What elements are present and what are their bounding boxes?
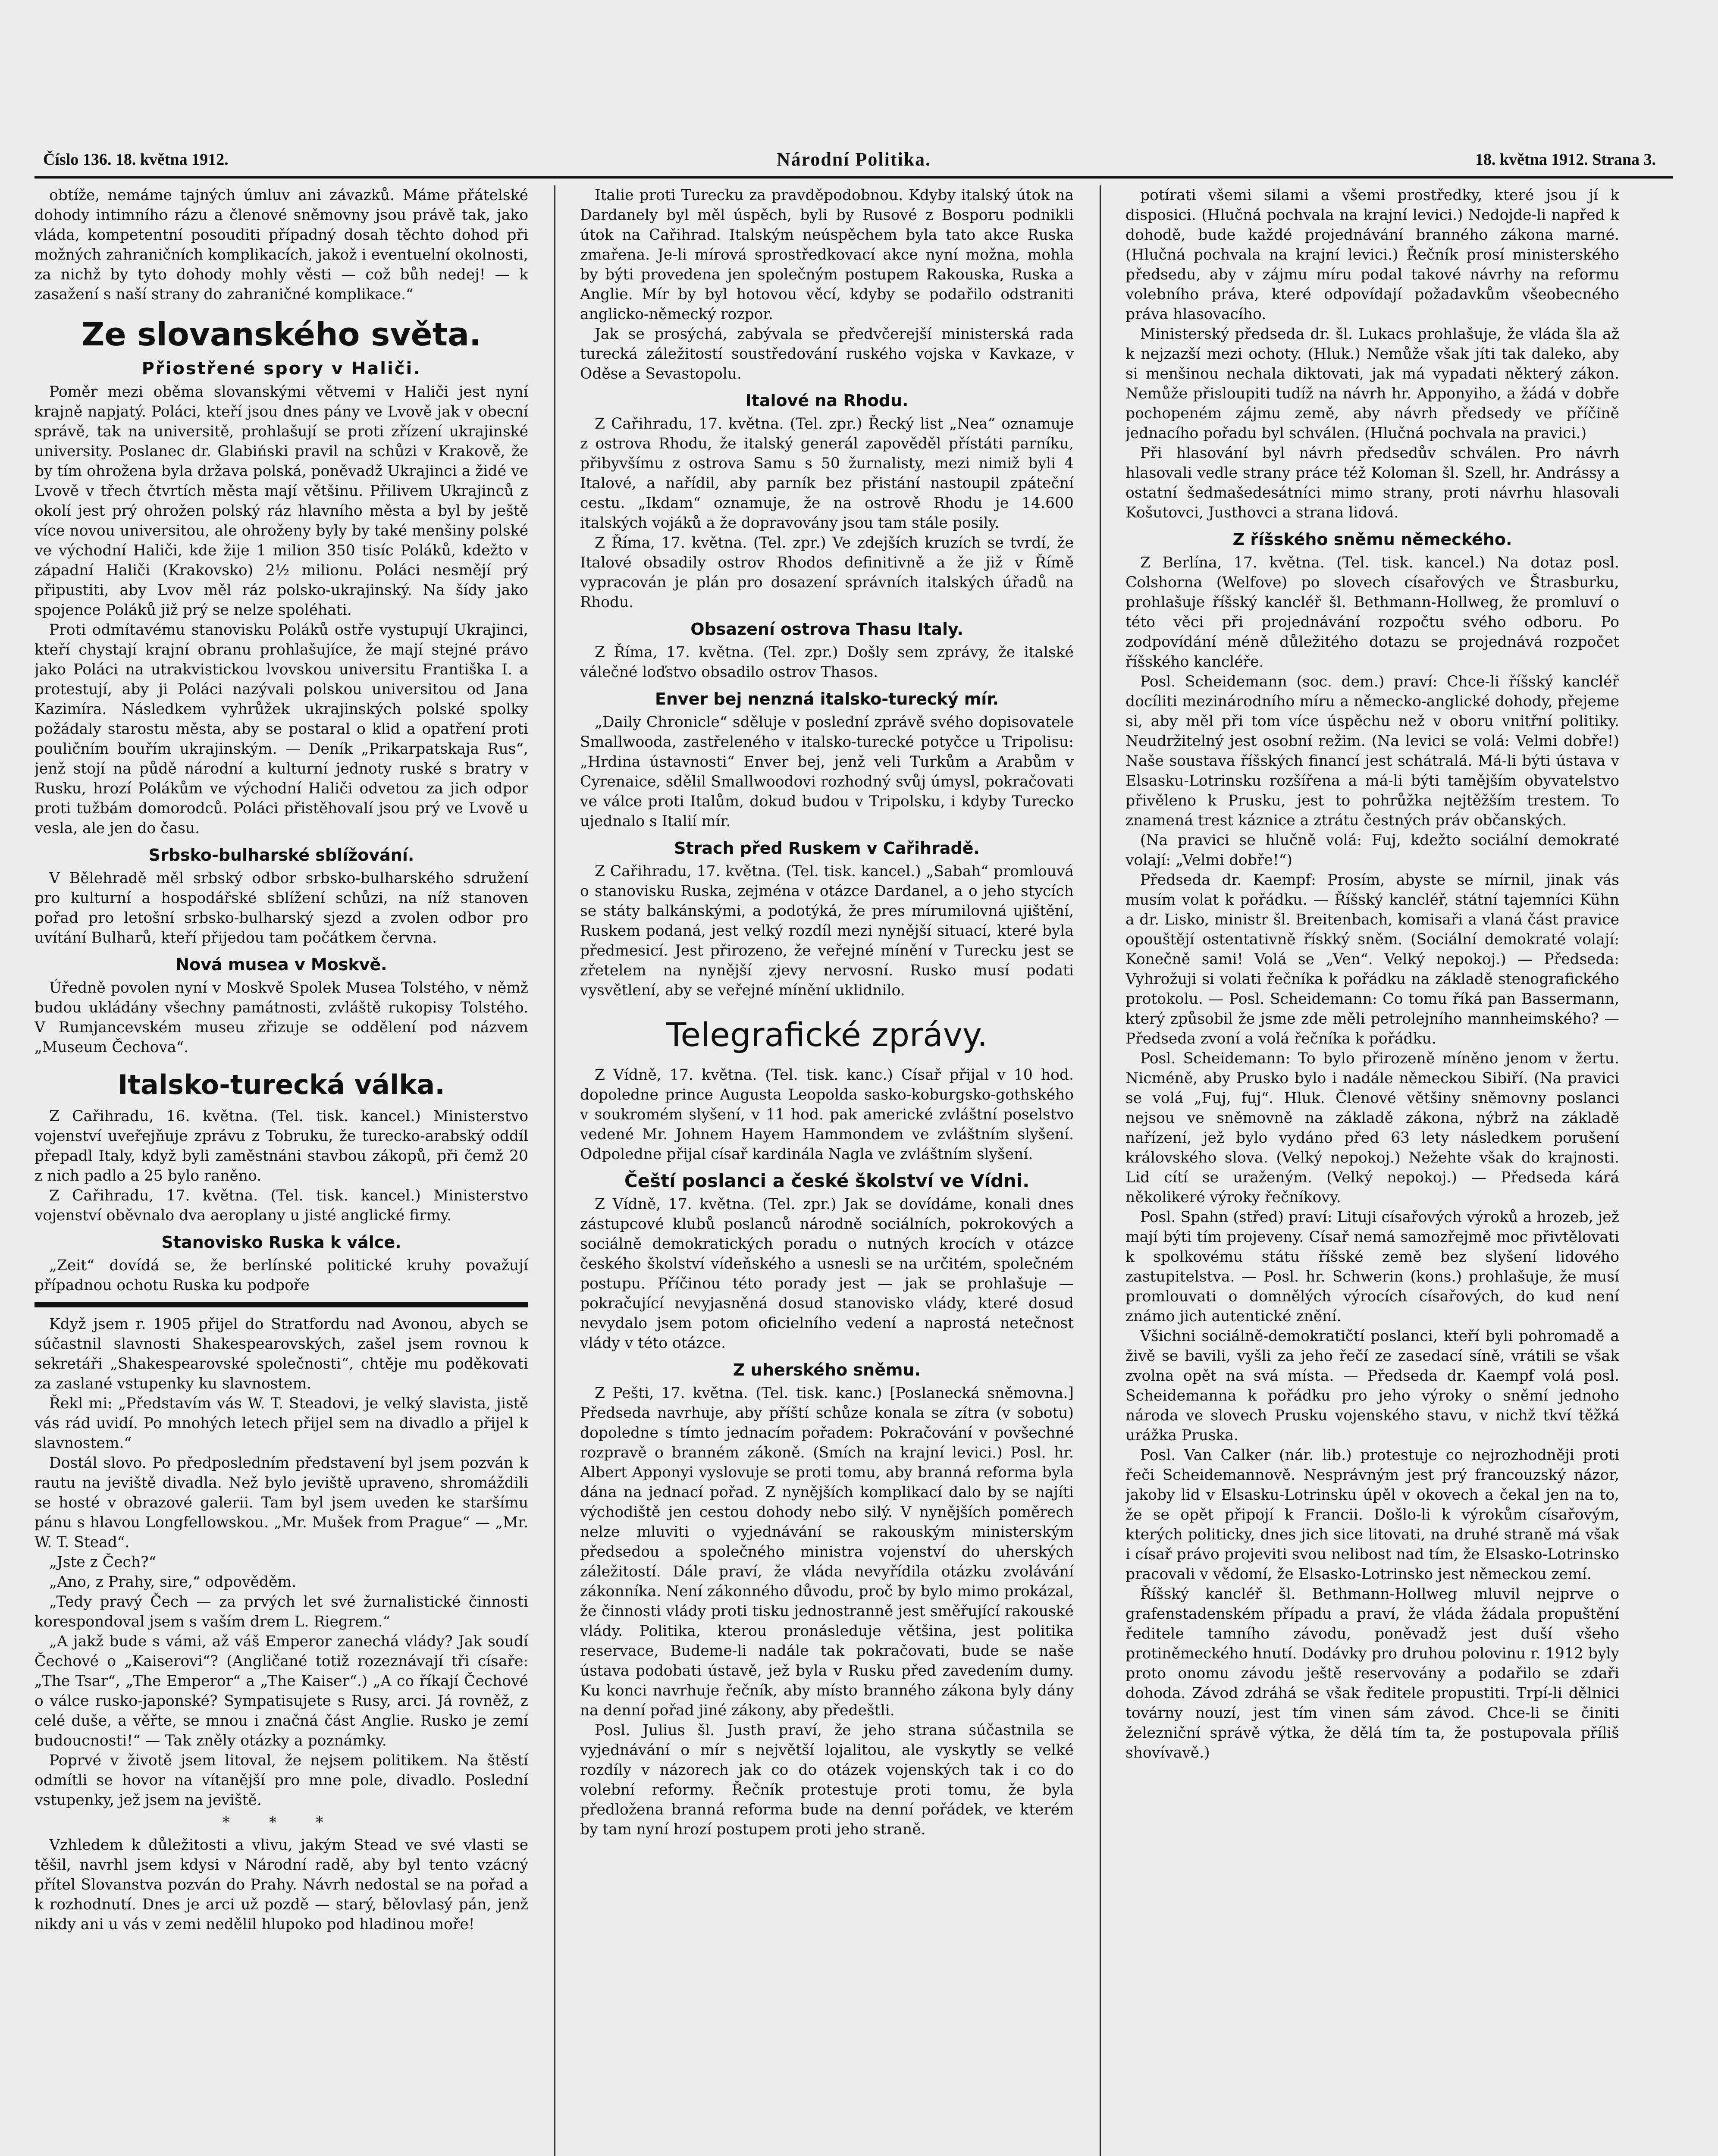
article-paragraph: Úředně povolen nyní v Moskvě Spolek Musea Tolstého, v němž budou ukládány všechny památnosti, zvláště rukopisy Tolstého. V Rumjancevském museu zřizuje se oddělení pod názvem „Museum Čechova“. (34, 979, 528, 1056)
newspaper-page (34, 142, 1673, 2156)
article-paragraph: Posl. Van Calker (nár. lib.) protestuje co nejrozhodněji proti řeči Scheidemannově. Nesprávným jest prý francouzský názor, jakoby lid v Elsasku-Lotrinsku úpěl v okovech a čekal jen na to, že se opět připojí k Francii. Došlo-li k výrokům císařovým, kterých politicky, dnes jich sice litovati, na druhé straně má však i císař právo projeviti svou nelibost nad tím, že Elsasko-Lotrinsko pracovali v vědomí, že Elsasko-Lotrinsko jest německou zemí. (1125, 1447, 1619, 1583)
feuilleton-paragraph: Vzhledem k důležitosti a vlivu, jakým Stead ve své vlasti se těšil, navrhl jsem kdysi v Národní radě, aby byl tento vzácný přítel Slovanstva pozván do Prahy. Návrh nedostal se na pořad a k rozhodnutí. Dnes je arci už pozdě — starý, bělovlasý pán, jenž nikdy ani u vás v zemi nedělil hlupoko pod hladinou moře! (34, 1836, 528, 1933)
header-rule (34, 176, 1673, 179)
article-paragraph: Při hlasování byl návrh předsedův schválen. Pro návrh hlasovali vedle strany práce též Koloman šl. Szell, hr. Andrássy a ostatní šedmašedesátníci mimo strany, proti návrhu hlasovali Košutovci, Justhovci a strana lidová. (1125, 445, 1619, 521)
feuilleton-paragraph: Když jsem r. 1905 přijel do Stratfordu nad Avonou, abych se súčastnil slavnosti Shakespearovských, zašel jsem rovnou k sekretáři „Shakespearovské společnosti“, chtěje mu poděkovati za zaslané vstupenky ku slavnostem. (34, 1316, 528, 1392)
header-date-page: 18. května 1912. Strana 3. (1475, 150, 1656, 169)
column-3 (1125, 185, 1619, 2156)
article-paragraph: Všichni sociálně-demokratičtí poslanci, kteří byli pohromadě a živě se bavili, vyšli za jeho řečí ze zasedací síně, vrátili se však zvolna opět na svá místa. — Předseda dr. Kaempf volá posl. Scheidemanna k pořádku pro jeho výroky o sněmí jednoho národa ve slovech Prusku vojenského stavu, v nichž tkví těžká urážka Pruska. (1125, 1328, 1619, 1444)
article-heading: Italové na Rhodu. (745, 391, 909, 410)
article-paragraph: Proti odmítavému stanovisku Poláků ostře vystupují Ukrajinci, kteří chystají krajní obranu prohlašujíce, že mají stejné právo jako Poláci na utrakvistickou lvovskou universitu Františka I. a protestují, aby ji Poláci nazývali polskou universitou od Jana Kazimíra. Následkem vyhrůžek ukrajinských polské spolky požádaly starostu města, aby se postaral o klid a opatření proti pouličním bouřím ukrajinským. — Deník „Prikarpatskaja Rus“, jenž stojí na půdě národní a kulturní jednoty ruské s bratry v Rusku, hrozí Polákům ve východní Haliči odvetou za jich odpor proti tužbám domorodců. Poláci přistěhovalí jsou prý ve Lvově u vesla, ale jen do času. (34, 621, 528, 837)
section-heading: Ze slovanského světa. (81, 316, 482, 353)
article-paragraph: Říšský kancléř šl. Bethmann-Hollweg mluvil nejprve o grafenstadenském případu a praví, že vláda žádala propuštění ředitele tamního závodu, poněvadž jest duší všeho protiněmeckého hnutí. Dodávky pro druhou polovinu r. 1912 byly proto onomu závodu ještě reservovány a podařilo se zdaři dohoda. Závod zdráhá se však ředitele propustiti. Trpí-li dělnici továrny nouzí, jest tím vinen sám závod. Chce-li se činiti železniční správě výtka, že dělá tím ta, že postupovala příliš shovívavě.) (1125, 1586, 1619, 1761)
article-paragraph: Z Cařihradu, 17. května. (Tel. tisk. kancel.) „Sabah“ promlouvá o stanovisku Ruska, zejména v otázce Dardanel, a o jeho stycích se státy balkánskými, a podotýká, že pres mírumilovná ujištění, Ruskem podaná, jest velký rozdíl mezi nynější situací, které byla předmesicí. Jest přirozeno, že veřejné mínění v Turecku jest se zřetelem na nynější zjevy nervosní. Rusko musí podati vysvětlení, aby se veřejné mínění uklidnilo. (580, 863, 1074, 999)
article-paragraph: Z Vídně, 17. května. (Tel. zpr.) Jak se dovídáme, konali dnes zástupcové klubů poslanců národně sociálních, pokrokových a sociálně demokratických poradu o nutných krocích v otázce českého školství vídeňského a usnesli se na určitém, společném postupu. Příčinou této porady jest — jak se prohlašuje — pokračující nevyjasněná dosud stanovisko vlády, které dosud nevydalo jsem potom oficielního vedení a naprostá netečnost vlády v této otázce. (580, 1196, 1074, 1352)
column-divider (1100, 185, 1101, 2156)
article-paragraph: Ministerský předseda dr. šl. Lukacs prohlašuje, že vláda šla až k nejzazší mezi ochoty. (Hluk.) Nemůže však jíti tak daleko, aby si menšinou nechala diktovati, jak má vypadati některý zákon. Nemůže přisloupiti tudíž na návrh hr. Apponyiho, a žádá v dobře pochopeném zájmu země, aby návrh předsedy ve příčině jednacího pořadu byl schválen. (Hlučná pochvala na pravici.) (1125, 326, 1619, 442)
article-heading: Srbsko-bulharské sblížování. (148, 846, 414, 865)
article-paragraph: Z Pešti, 17. května. (Tel. tisk. kanc.) [Poslanecká sněmovna.] Předseda navrhuje, aby příští schůze konala se zítra (v sobotu) dopoledne s tímto jednacím pořadem: Pokračování v povšechné rozpravě o branném zákoně. (Smích na krajní levici.) Posl. hr. Albert Apponyi vyslovuje se proti tomu, aby branná reforma byla dána na jednací pořad. Z nynějších komplikací dalo by se najíti východiště jen cestou dohody nebo silý. V nynějších poměrech nelze mluviti o vyjednávání se rakouským ministerským předsedou a společného ministra vojenství do uherských záležitostí. Dále praví, že vláda nevyřídila otázku zvolávání zákonníka. Není zákonného důvodu, proč by bylo mimo prokázal, že činnosti vlády proti tisku jednostranně jest směřující rakouské vlády. Politika, kterou pronásleduje většina, jest politika reservace, Budeme-li nadále tak pokračovati, bude se naše ústava podobati ústavě, jež byla v Rusku před zavedením dumy. Ku konci navrhuje řečník, aby místo branného zákona byly dány na denní pořad jiné zákony, aby předeštli. (580, 1385, 1074, 1719)
article-heading: Z říšského sněmu německého. (1232, 530, 1512, 549)
article-paragraph: Z Říma, 17. května. (Tel. zpr.) Ve zdejších kruzích se tvrdí, že Italové obsadily ostrov Rhodos definitivně a že již v Římě vypracován je plán pro dosazení správních italských úřadů na Rhodu. (580, 534, 1074, 611)
feuilleton-paragraph: „Ano, z Prahy, sire,“ odpověděm. (49, 1573, 297, 1591)
column-2 (580, 185, 1074, 2156)
article-paragraph: Poměr mezi oběma slovanskými větvemi v Haliči jest nyní krajně napjatý. Poláci, kteří jsou dnes pány ve Lvově jak v obecní správě, tak na universitě, prohlašují se proti zřízení ukrajinské university. Poslanec dr. Glabiński pravil na schůzi v Krakově, že by tím ohrožena byla država polská, poněvadž Ukrajinci a židé ve Lvově v třech čtvrtích města mají většinu. Přilivem Ukrajinců z okolí jest prý ohrožen polský ráz hlavního města a byl by ještě více novou universitou, ale ohroženy byly by také menšiny polské ve východní Haliči, kde žije 1 milion 350 tisíc Poláků, kdežto v západní Haliči (Krakovsko) 2½ milionu. Poláci nesmějí prý připustiti, aby Lvov měl ráz polsko-ukrajinský. Na šídy jako spojence Poláků již prý se nelze spoléhati. (34, 383, 528, 619)
feuilleton-paragraph: Poprvé v životě jsem litoval, že nejsem politikem. Na štěstí odmítli se hovor na vítanější pro mne pole, divadlo. Poslední vstupenky, jež jsem na jeviště. (34, 1752, 528, 1809)
article-paragraph: Z Říma, 17. května. (Tel. zpr.) Došly sem zprávy, že italské válečné loďstvo obsadilo ostrov Thasos. (580, 644, 1074, 681)
article-paragraph: Z Cařihradu, 16. května. (Tel. tisk. kancel.) Ministerstvo vojenství uveřejňuje zprávu z Tobruku, že turecko-arabský oddíl přepadl Italy, když byli zaměstnáni stavbou zákopů, při čemž 20 z nich padlo a 25 bylo raněno. (34, 1108, 528, 1185)
header-issue: Číslo 136. 18. května 1912. (43, 150, 229, 169)
feuilleton-paragraph: Řekl mi: „Představím vás W. T. Steadovi, je velký slavista, jistě vás rád uvidí. Po mnohých letech přijel sem na divadlo a přijel k slavnostem.“ (34, 1395, 528, 1452)
feuilleton-paragraph: Dostál slovo. Po předposledním představení byl jsem pozván k rautu na jeviště divadla. Než bylo jeviště upraveno, shromáždili se hosté v obrazové galerii. Tam byl jsem uveden ke staršímu pánu s hlavou Longfellowskou. „Mr. Mušek from Prague“ — „Mr. W. T. Stead“. (34, 1454, 528, 1551)
header-masthead: Národní Politika. (776, 149, 931, 170)
article-heading: Strach před Ruskem v Cařihradě. (674, 839, 980, 858)
article-heading: Enver bej nenzná italsko-turecký mír. (655, 689, 999, 708)
article-paragraph: Předseda dr. Kaempf: Prosím, abyste se mírnil, jinak vás musím volat k pořádku. — Říšský kancléř, státní tajemníci Kühn a dr. Lisko, ministr šl. Breitenbach, komisaři a vlaná část pravice opouštějí ostentativně řískký sněm. (Sociální demokraté volají: Konečně sami! Volá se „Ven“. Velký nepokoj.) — Předseda: Vyhrožuji si volati řečníka k pořádku na základě stenografického protokolu. — Posl. Scheidemann: Co tomu říká pan Bassermann, který způsobil že jsme zde měli petrolejního mannheimského? — Předseda zvoní a volá řečníka k pořádku. (1125, 871, 1619, 1047)
article-paragraph: Italie proti Turecku za pravděpodobnou. Kdyby italský útok na Dardanely byl měl úspěch, byli by Rusové z Bosporu podnikli útok na Cařihrad. Italským neúspěchem byla tato akce Ruska zmařena. Je-li mírová sprostředkovací akce nyní možna, mohla by býti provedena jen společným postupem Rakouska, Ruska a Anglie. Mír by byl hotovou věcí, kdyby se podařilo odstraniti anglicko-německý rozpor. (580, 187, 1074, 323)
feuilleton-paragraph: „A jakž bude s vámi, až váš Emperor zanechá vlády? Jak soudí Čechové o „Kaiserovi“? (Angličané totiž rozeznávají tři císaře: „The Tsar“, „The Emperor“ a „The Kaiser“.) „A co říkají Čechové o válce rusko-japonské? Sympatisujete s Rusy, arci. Já rovněž, z celé duše, a věřte, se mnou i značná část Anglie. Rusko je zemí budoucnosti!“ — Tak zněly otázky a poznámky. (34, 1633, 528, 1749)
article-heading: Stanovisko Ruska k válce. (161, 1233, 401, 1252)
article-paragraph: „Zeit“ dovídá se, že berlínské politické kruhy považují případnou ochotu Ruska ku podpoře (34, 1257, 528, 1294)
article-paragraph: potírati všemi silami a všemi prostředky, které jsou jí k disposici. (Hlučná pochvala na krajní levici.) Nedojde-li napřed k dohodě, bude každé projednávání branného zákona marné. (Hlučná pochvala na krajní levici.) Řečník prosí ministerského předsedu, aby v zájmu míru podal takové návrhy na reformu volebního práva, které odpovídají požadavkům všeobecného práva hlasovacího. (1125, 187, 1619, 323)
page-header (34, 142, 1673, 177)
feuilleton-paragraph: „Jste z Čech?“ (49, 1554, 157, 1571)
article-heading: Přiostřené spory v Haliči. (141, 359, 421, 379)
article-paragraph: Posl. Spahn (střed) praví: Lituji císařových výroků a hrozeb, jež mají býti tím projeveny. Císař nemá samozřejmě moc přivtělovati k spolkovému státu říšské země bez slyšení lidového zastupitelstva. — Posl. hr. Schwerin (kons.) prohlašuje, že musí promlouvati o domnělých výrocích císařových, do kud není známo jich autentické znění. (1125, 1209, 1619, 1325)
article-paragraph: (Na pravici se hlučně volá: Fuj, kdežto sociální demokraté volají: „Velmi dobře!“) (1125, 832, 1619, 869)
article-paragraph: Z Cařihradu, 17. května. (Tel. zpr.) Řecký list „Nea“ oznamuje z ostrova Rhodu, že italský generál zapověděl přístáti parníku, přibyvšímu z ostrova Samu s 50 žurnalisty, mezi nimiž byli 4 Italové, a nařídil, aby parník bez přistání nastoupil zpáteční cestu. „Ikdam“ oznamuje, že na ostrově Rhodu je 14.600 italských vojáků a že dopravovány jsou tam stále posily. (580, 415, 1074, 532)
article-heading: Z uherského sněmu. (733, 1360, 921, 1379)
article-heading: Čeští poslanci a české školství ve Vídni. (624, 1170, 1030, 1191)
column-divider (554, 185, 555, 2156)
article-paragraph: obtíže, nemáme tajných úmluv ani závazků. Máme přátelské dohody intimního rázu a členové sněmovny jsou právě tak, jako vláda, kompetentní posouditi případný dosah těchto dohod při možných zahraničních komplikacích, jakož i eventuelní okolnosti, za nichž by tyto dohody mohly věsti — což bůh nedej! — k zasažení s naší strany do zahraničné komplikace.“ (34, 187, 528, 303)
column-1 (34, 185, 528, 2156)
article-heading: Obsazení ostrova Thasu Italy. (690, 620, 963, 639)
article-heading: Nová musea v Moskvě. (176, 955, 387, 974)
feuilleton-paragraph: „Tedy pravý Čech — za prvých let své žurnalistické činnosti korespondoval jsem s vaším drem L. Riegrem.“ (34, 1593, 528, 1630)
article-paragraph: Posl. Scheidemann: To bylo přirozeně míněno jenom v žertu. Nicméně, aby Prusko bylo i nadále německou Sibiří. (Na pravici se volá „Fuj, fuj“. Hluk. Členové většiny sněmovny poslanci nejsou ve sněmovně na základě zákona, nýbrž na základě nařízení, jež bylo vydáno před 63 lety následkem porušení královského slova. (Velký nepokoj.) Nežehte však do krajnosti. Lid cítí se uraženým. (Velký nepokoj.) — Předseda kárá několikeré výroky řečníkovy. (1125, 1050, 1619, 1206)
section-break-ornament: * * * (222, 1814, 341, 1831)
article-paragraph: Posl. Scheidemann (soc. dem.) praví: Chce-li říšský kancléř docíliti mezinárodního míru a německo-anglické dohody, přejeme si, aby měl při tom více úspěchu než v oboru vnitřní politiky. Neudržitelný jest osobní režim. (Na levici se volá: Velmi dobře!) Naše soustava říšských financí jest schátralá. Má-li býti ústava v Elsasku-Lotrinsku rozšířena a má-li býti tamějším obyvatelstvo přivěleno k Prusku, jest to pohrůžka nejtěžším trestem. To znamená trest káznice a ztrátu čestných práv občanských. (1125, 673, 1619, 829)
feuilleton-rule (34, 1302, 528, 1307)
section-heading: Telegrafické zprávy. (666, 1015, 988, 1054)
article-paragraph: Z Vídně, 17. května. (Tel. tisk. kanc.) Císař přijal v 10 hod. dopoledne prince Augusta Leopolda sasko-koburgsko-gothského v soukromém slyšení, v 11 hod. pak americké zvláštní poselstvo vedené Mr. Johnem Hayem Hammondem ve zvláštním slyšení. Odpoledne přijal císař kardinála Nagla ve zvláštním slyšení. (580, 1066, 1074, 1163)
article-paragraph: Posl. Julius šl. Justh praví, že jeho strana súčastnila se vyjednávání o mír s největší lojalitou, ale vyskytly se velké rozdíly v názorech jak co do otázek vojenských tak i co do volební reformy. Řečník protestuje proti tomu, že byla předložena branná reforma bude na denní pořádek, ve kterém by tam nyní hrozí postupem proti jeho straně. (580, 1722, 1074, 1838)
article-paragraph: „Daily Chronicle“ sděluje v poslední zprávě svého dopisovatele Smallwooda, zastřeleného v italsko-turecké potyčce u Tripolisu: „Hrdina ústavnosti“ Enver bej, jenž veli Turkům a Arabům v Cyrenaice, sdělil Smallwoodovi rozhodný svůj úmysl, pokračovati ve válce proti Italům, dokud budou v Tripolsku, i kdyby Turecko ujednalo s Italií mír. (580, 714, 1074, 830)
article-paragraph: Jak se prosýchá, zabývala se předvčerejší ministerská rada turecká záležitostí soustředování ruského vojska v Kavkaze, v Oděse a Sevastopolu. (580, 326, 1074, 382)
article-paragraph: V Bělehradě měl srbský odbor srbsko-bulharského sdružení pro kulturní a hospodářské sblížení schůzi, na níž stanoven pořad pro letošní srbsko-bulharský sjezd a zvolen odbor pro uvítání Bulharů, kteří přijedou tam počátkem června. (34, 870, 528, 946)
article-paragraph: Z Berlína, 17. května. (Tel. tisk. kancel.) Na dotaz posl. Colshorna (Welfove) po slovech císařových ve Štrasburku, prohlašuje říšský kancléř šl. Bethmann-Hollweg, že promluví o této věci při projednávání rozpočtu svého odboru. Po zodpovídání méně důležitého dotazu se projednává rozpočet říšského kancléře. (1125, 554, 1619, 671)
article-paragraph: Z Cařihradu, 17. května. (Tel. tisk. kancel.) Ministerstvo vojenství oběvnalo dva aeroplany u jisté anglické firmy. (34, 1187, 528, 1224)
section-heading: Italsko-turecká válka. (118, 1069, 445, 1100)
